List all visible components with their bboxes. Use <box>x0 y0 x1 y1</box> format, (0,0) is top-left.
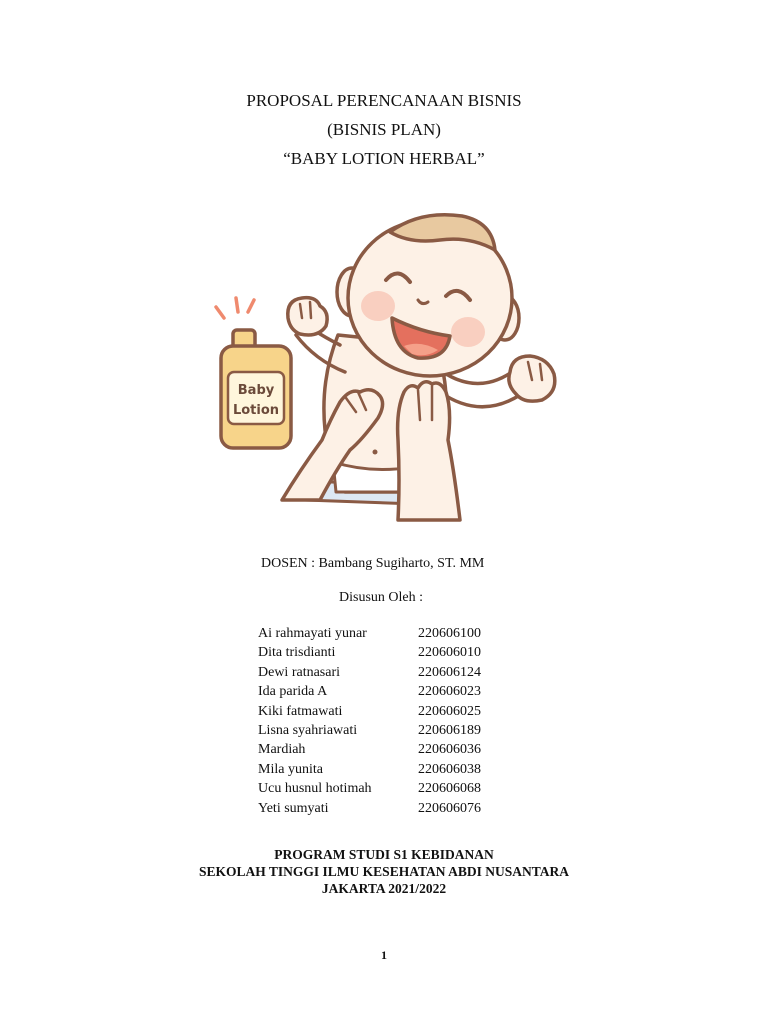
dosen-line: DOSEN : Bambang Sugiharto, ST. MM <box>261 556 485 571</box>
belly-button <box>373 450 378 455</box>
list-item <box>258 624 481 643</box>
baby-lotion-illustration <box>205 212 565 532</box>
member-nim: 220606025 <box>418 703 481 719</box>
list-item <box>258 799 481 818</box>
member-nim: 220606068 <box>418 781 481 797</box>
list-item <box>258 682 481 701</box>
title-line-1: PROPOSAL PERENCANAAN BISNIS <box>246 91 522 110</box>
institution-name: SEKOLAH TINGGI ILMU KESEHATAN ABDI NUSANTARA <box>199 864 569 879</box>
member-nim: 220606100 <box>418 626 481 641</box>
baby-left-cheek <box>361 291 395 321</box>
list-item <box>258 721 481 740</box>
bottle-label-line-1: Baby <box>237 383 275 398</box>
member-name: Kiki fatmawati <box>258 703 343 719</box>
member-name: Ucu husnul hotimah <box>258 781 372 797</box>
member-nim: 220606124 <box>418 664 481 680</box>
list-item <box>258 779 481 798</box>
member-name: Mila yunita <box>258 761 323 777</box>
baby-left-fist <box>288 298 327 335</box>
baby-right-arm <box>440 392 520 407</box>
program-name: PROGRAM STUDI S1 KEBIDANAN <box>274 847 494 862</box>
title-line-3: “BABY LOTION HERBAL” <box>283 149 485 168</box>
institution-block <box>0 846 768 897</box>
disusun-label: Disusun Oleh : <box>339 590 423 605</box>
member-nim: 220606189 <box>418 722 481 738</box>
member-name: Yeti sumyati <box>258 800 329 816</box>
member-nim: 220606036 <box>418 742 481 758</box>
member-nim: 220606038 <box>418 761 481 777</box>
sparkle-lines <box>216 298 254 318</box>
member-name: Ai rahmayati yunar <box>258 626 367 641</box>
adult-right-hand <box>398 382 460 520</box>
list-item <box>258 760 481 779</box>
member-name: Mardiah <box>258 742 306 758</box>
member-nim: 220606076 <box>418 800 481 816</box>
member-name: Ida parida A <box>258 684 328 700</box>
title-block <box>0 86 768 173</box>
member-nim: 220606010 <box>418 645 481 661</box>
list-item <box>258 663 481 682</box>
member-name: Lisna syahriawati <box>258 722 358 738</box>
list-item <box>258 702 481 721</box>
city-year: JAKARTA 2021/2022 <box>321 881 447 896</box>
title-line-2: (BISNIS PLAN) <box>327 120 441 139</box>
member-nim: 220606023 <box>418 684 481 700</box>
baby-right-cheek <box>451 317 485 347</box>
page-number: 1 <box>381 948 387 962</box>
bottle-label-line-2: Lotion <box>232 403 280 418</box>
member-name: Dita trisdianti <box>258 645 336 661</box>
list-item <box>258 740 481 759</box>
member-name: Dewi ratnasari <box>258 664 341 680</box>
member-list <box>258 624 481 818</box>
list-item <box>258 643 481 662</box>
